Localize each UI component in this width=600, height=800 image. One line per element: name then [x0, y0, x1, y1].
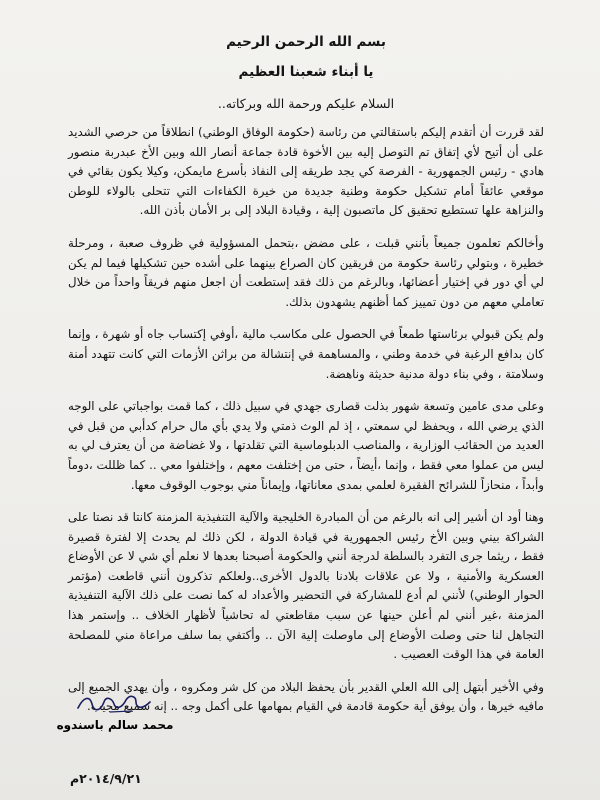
paragraph-closing: وفي الأخير أبتهل إلى الله العلي القدير بأن يحفظ البلاد من كل شر ومكروه ، وأن يهدي الجميع إلى مافيه خيرها ، وأن يوفق أية حكومة قادمة في القيام بمهامها على أكمل وجه .. إنه سميع مجيب.: [68, 679, 544, 714]
signature-block: [50, 690, 180, 732]
paragraph-efforts: وعلى مدى عامين وتسعة شهور بذلت قصارى جهدي في سبيل ذلك ، كما قمت بواجباتي على الوجه الذي يرضي الله ، ويحفظ لي سمعتي ، إذ لم الوث ذمتي ولا يدي بأي مال حرام كدأبي من قبل في العديد من الحقائب الوزارية ، والمناصب الدبلوماسية التي تقلدتها ، ولا غضاضة من أن يعترف لي به ليس من عملوا معي فقط ، وإنما ،أيضاً ، حتى من إختلفت معهم ، وإختلفوا معي .. كما ظللت ،دوماً وأبداً ، منحازاً للشرائح الفقيرة لعلمي بمدى معاناتها، وإيماناً مني بوجوب الوقوف معها.: [68, 399, 544, 492]
basmala-heading: بسم الله الرحمن الرحيم: [226, 34, 386, 50]
letter-date: ٢٠١٤/٩/٢١م: [70, 771, 142, 786]
paragraph-responsibility: وأخالكم تعلمون جميعاً بأنني قبلت ، على مضض ،بتحمل المسؤولية في ظروف صعبة ، ومرحلة خطيرة ، وبتولي رئاسة حكومة من فريقين كان الصراع بينهما على أشده حين تشكيلها فيما لم يكن لي أي دور في إختيار أعضائها، وبالرغم من ذلك فقد إستطعت أن اجعل منهم فريقاً واحداً من خلال تعاملي معهم من دون تمييز كما أظنهم يشهدون بذلك.: [68, 235, 544, 309]
paragraph-partnership: وهنا أود ان أشير إلى انه بالرغم من أن المبادرة الخليجية والآلية التنفيذية المزمنة كانتا قد نصتا على الشراكة بيني وبين الأخ رئيس الجمهورية في قيادة الدولة ، لكن ذلك لم يحدث إلا لفترة قصيرة فقط ، ريثما جرى التفرد بالسلطة لدرجة أنني والحكومة أصبحنا بعدها لا نعلم أي شي لا عن الأوضاع العسكرية والأمنية ، ولا عن علاقات بلادنا بالدول الأخرى..ولعلكم تذكرون أنني قاطعت (مؤتمر الحوار الوطني) لأنني لم أدع للمشاركة في التحضير والأعداد له كما نصت على ذلك الآلية التنفيذية المزمنة ،غير أنني لم أعلن حينها عن سبب مقاطعتي له تحاشياً لأظهار الخلاف .. وإستمر هذا التجاهل لنا حتى وصلت الأوضاع إلى ماوصلت إلية الآن .. وأكتفي بما سلف مراعاة مني للمصلحة العامة في هذا الوقت العصيب .: [68, 510, 544, 662]
letter-body: [68, 34, 544, 730]
paragraph-motivation: ولم يكن قبولي برئاستها طمعاً في الحصول على مكاسب مالية ،أوفي إكتساب جاه أو شهرة ، وإنما كان بدافع الرغبة في خدمة وطني ، والمساهمة في إنتشالة من براثن الأزمات التي كانت تتهدد أمنة وسلامتة ، وفي بناء دولة مدنية حديثة وناهضة.: [68, 327, 544, 381]
paragraph-resignation: لقد قررت أن أتقدم إليكم باستقالتي من رئاسة (حكومة الوفاق الوطني) انطلاقاً من حرصي الشديد على أن أتيح لأي إتفاق تم التوصل إليه بين الأخوة قادة جماعة أنصار الله وبين الأخ عبدربة منصور هادي - رئيس الجمهورية - الفرصة كي يجد طريقه إلى النفاذ بأسرع مايمكن، وكيلا يكون بقائي في موقعي عائقاً أمام تشكيل حكومة وطنية جديدة من خيرة الكفاءات التي تتحلى بالولاء للوطن والنزاهة علها تستطيع تحقيق كل ماتصبون إلية ، وقيادة البلاد إلى بر الأمان بأذن الله.: [68, 125, 544, 218]
handwritten-signature-icon: [70, 690, 160, 716]
addressee-heading: يا أبناء شعبنا العظيم: [238, 64, 374, 80]
greeting-line: السلام عليكم ورحمة الله وبركاته..: [217, 96, 395, 111]
signer-name: محمد سالم باسندوه: [56, 718, 174, 732]
